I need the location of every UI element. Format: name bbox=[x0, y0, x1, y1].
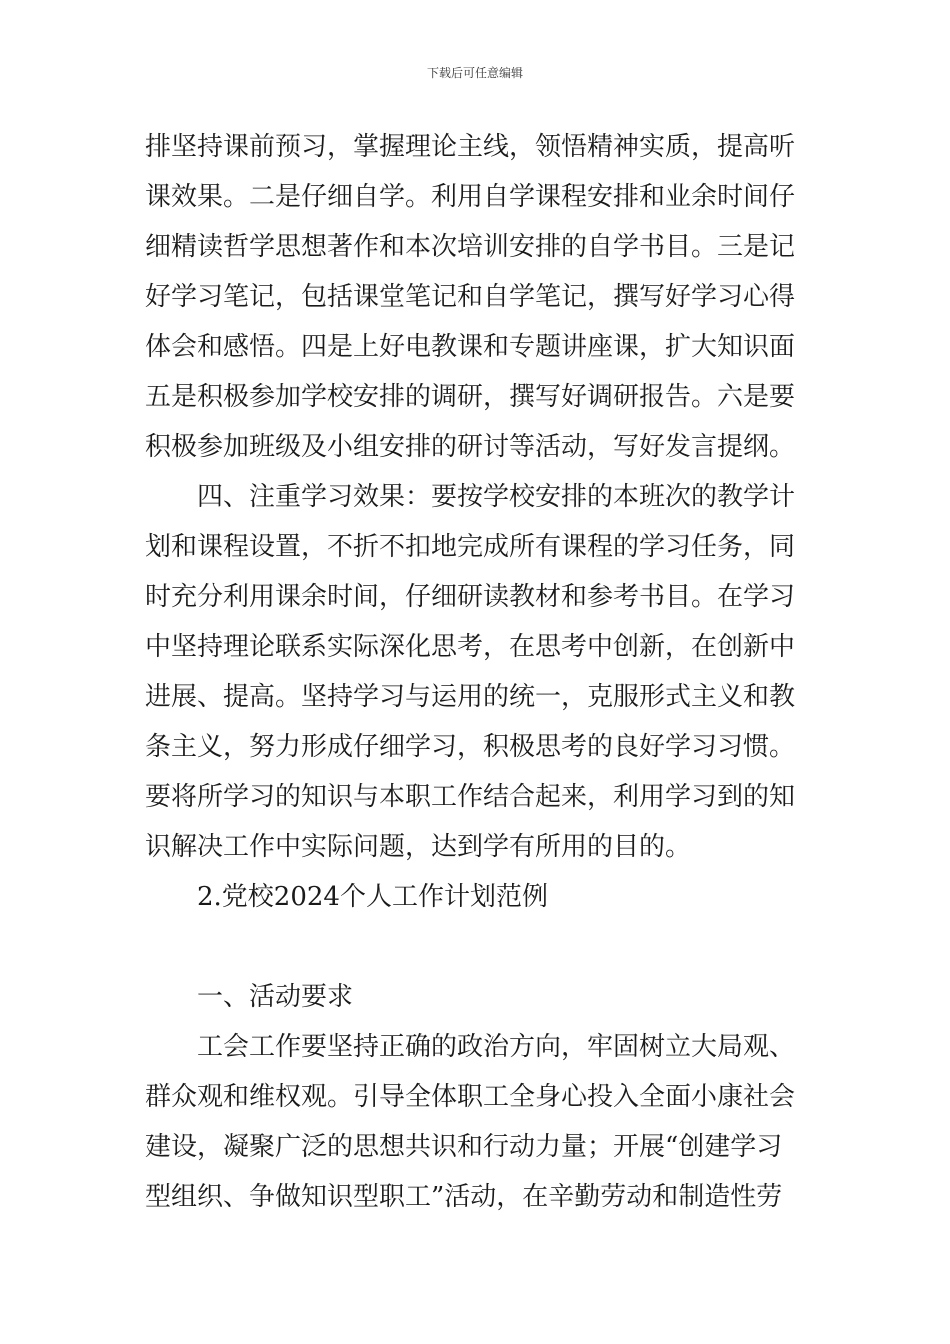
text-line: 中坚持理论联系实际深化思考，在思考中创新，在创新中 bbox=[145, 632, 796, 662]
text-line: 条主义，努力形成仔细学习，积极思考的良好学习习惯。 bbox=[145, 732, 796, 762]
text-line: 群众观和维权观。引导全体职工全身心投入全面小康社会 bbox=[145, 1082, 796, 1112]
text-line: 建设，凝聚广泛的思想共识和行动力量；开展“创建学习 bbox=[145, 1132, 783, 1162]
section-heading-line: 一、活动要求 bbox=[197, 982, 354, 1012]
text-line: 积极参加班级及小组安排的研讨等活动，写好发言提纲。 bbox=[145, 432, 796, 462]
text-line: 好学习笔记，包括课堂笔记和自学笔记，撰写好学习心得 bbox=[145, 282, 796, 312]
text-line: 要将所学习的知识与本职工作结合起来，利用学习到的知 bbox=[145, 782, 796, 812]
text-line: 时充分利用课余时间，仔细研读教材和参考书目。在学习 bbox=[145, 582, 796, 612]
paragraph-first-line: 工会工作要坚持正确的政治方向，牢固树立大局观、 bbox=[197, 1032, 796, 1062]
text-line: 体会和感悟。四是上好电教课和专题讲座课，扩大知识面 bbox=[145, 332, 796, 362]
text-line: 课效果。二是仔细自学。利用自学课程安排和业余时间仔 bbox=[145, 182, 796, 212]
text-line: 识解决工作中实际问题，达到学有所用的目的。 bbox=[145, 832, 692, 862]
page-header-note: 下载后可任意编辑 bbox=[426, 66, 523, 80]
text-line: 五是积极参加学校安排的调研，撰写好调研报告。六是要 bbox=[145, 382, 796, 412]
text-line: 排坚持课前预习，掌握理论主线，领悟精神实质，提高听 bbox=[145, 132, 796, 162]
text-line: 型组织、争做知识型职工”活动，在辛勤劳动和制造性劳 bbox=[145, 1182, 783, 1212]
document-title-line: 2.党校2024个人工作计划范例 bbox=[197, 882, 548, 912]
text-line: 进展、提高。坚持学习与运用的统一，克服形式主义和教 bbox=[145, 682, 796, 712]
section-heading-line: 四、注重学习效果：要按学校安排的本班次的教学计 bbox=[197, 482, 796, 512]
text-line: 细精读哲学思想著作和本次培训安排的自学书目。三是记 bbox=[145, 232, 796, 262]
text-line: 划和课程设置，不折不扣地完成所有课程的学习任务，同 bbox=[145, 532, 796, 562]
